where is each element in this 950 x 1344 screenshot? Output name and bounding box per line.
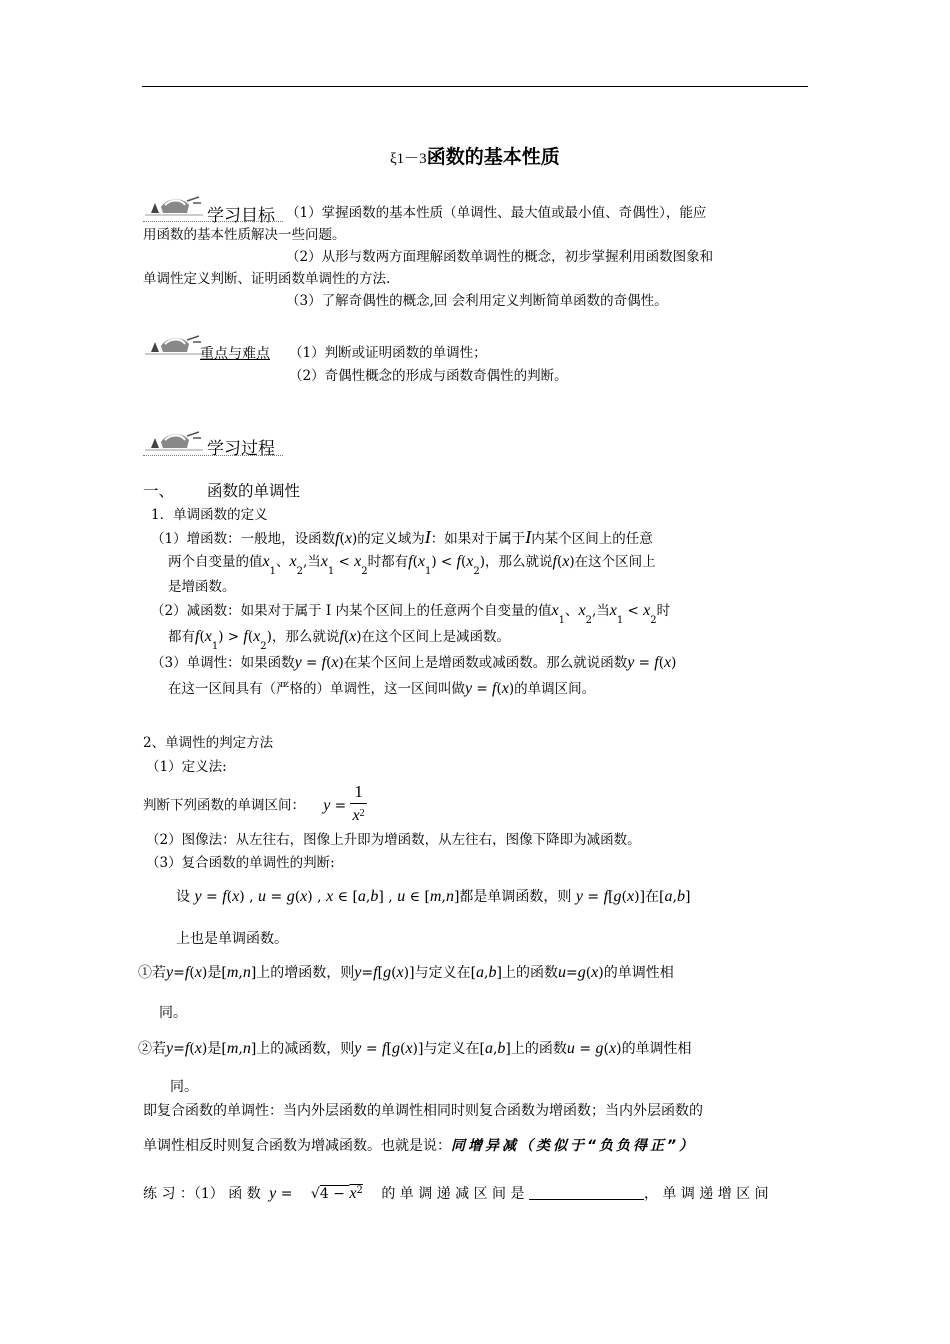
goals-item1-a: （1）掌握函数的基本性质（单调性、最大值或最小值、奇偶性），能应 bbox=[286, 205, 707, 221]
title-prefix: ξ1－3 bbox=[390, 151, 427, 167]
method1: （1）定义法: bbox=[146, 759, 227, 775]
inc-b5: ，那么就说 bbox=[485, 554, 553, 570]
practice-a: 练 习 ：（1） 函 数 bbox=[143, 1186, 261, 1202]
inc-a4: 内某个区间上的任意 bbox=[531, 531, 653, 547]
key-points-item1: （1）判断或证明函数的单调性； bbox=[289, 345, 487, 361]
r2-a6: 的单调性相 bbox=[621, 1041, 692, 1057]
r2-a5: 上的函数 bbox=[510, 1041, 567, 1057]
inc-a3: ：如果对于属于 bbox=[430, 531, 526, 547]
composite-line-b: 上也是单调函数。 bbox=[176, 931, 288, 947]
dec-b2: ，那么就说 bbox=[271, 629, 340, 645]
mono-line-a: （3）单调性：如果函数y = f(x)在某个区间上是增函数或减函数。那么就说函数y = f(x) bbox=[151, 654, 677, 671]
dec-b1: 都有 bbox=[168, 629, 195, 645]
comp-a1: 设 bbox=[176, 889, 190, 905]
mono-a1: （3）单调性：如果函数 bbox=[151, 655, 295, 671]
part1-sub1: 1．单调函数的定义 bbox=[151, 507, 268, 523]
inc-line-b: 两个自变量的值$x_1$、$x_2$,当$x_1 < x_2$时都有$f(x_1) < f(x_2)$，那么就说f(x)在这个区间上 bbox=[168, 553, 656, 577]
m1-q: 判断下列函数的单调区间： bbox=[143, 797, 305, 814]
method3: （3）复合函数的单调性的判断: bbox=[146, 855, 335, 871]
inc-b3: ,当 bbox=[302, 554, 321, 570]
practice-b: 的 单 调 递 减 区 间 是 bbox=[381, 1186, 525, 1202]
inc-a2: 的定义域为 bbox=[357, 531, 425, 547]
inc-line-a: （1）增函数：一般地，设函数f(x)的定义域为I：如果对于属于I内某个区间上的任意 bbox=[151, 527, 653, 547]
practice-line: 练 习 ：（1） 函 数 $y = √4 - x^2$ 的 单 调 递 减 区 间 是 ， 单 调 递 增 区 间 bbox=[143, 1185, 769, 1202]
dec-a4: 时 bbox=[656, 603, 671, 619]
dec-line-a: （2）减函数：如果对于属于 I 内某个区间上的任意两个自变量的值$x_1$、$x_2$,当$x_1 < x_2$时 bbox=[151, 602, 671, 626]
r1-a4: 与定义在 bbox=[414, 965, 471, 981]
r1-a6: 的单调性相 bbox=[603, 965, 674, 981]
part1-title: 函数的单调性 bbox=[206, 482, 300, 500]
process-heading: 学习过程 bbox=[207, 439, 275, 459]
mono-line-b: 在这一区间具有（严格的）单调性，这一区间叫做y = f(x)的单调区间。 bbox=[168, 680, 596, 697]
title-text: 函数的基本性质 bbox=[426, 146, 560, 168]
rule2-line-a: ②若y=f(x)是[m,n]上的减函数，则y = f[g(x)]与定义在[a,b]上的函数u = g(x)的单调性相 bbox=[138, 1040, 692, 1057]
r1-a3: 上的增函数，则 bbox=[256, 965, 355, 981]
summary-line-a: 即复合函数的单调性：当内外层函数的单调性相同时则复合函数为增函数；当内外层函数的 bbox=[143, 1103, 703, 1119]
summary-emphasis: 同增异减（类似于“负负得正”） bbox=[451, 1138, 697, 1154]
goals-item1-b: 用函数的基本性质解决一些问题。 bbox=[143, 227, 346, 243]
inc-b2: 、 bbox=[275, 554, 290, 570]
rule1-line-b: 同。 bbox=[159, 1005, 187, 1021]
summary-line-b bbox=[143, 1135, 696, 1157]
method2: （2）图像法：从左往右，图像上升即为增函数，从左往右，图像下降即为减函数。 bbox=[146, 832, 641, 848]
rule1-line-a: ①若y=f(x)是[m,n]上的增函数，则y=f[g(x)]与定义在[a,b]上的函数u=g(x)的单调性相 bbox=[138, 964, 674, 981]
method1-question: 判断下列函数的单调区间： y = $\frac{1}{x^2}$ bbox=[143, 781, 367, 830]
goals-underline bbox=[143, 217, 283, 222]
fraction: $\frac{1}{x^2}$ bbox=[350, 781, 367, 830]
mono-a2: 在某个区间上是增函数或减函数。那么就说函数 bbox=[343, 655, 628, 671]
inc-a1: （1）增函数：一般地，设函数 bbox=[151, 531, 336, 547]
r2-a3: 上的减函数，则 bbox=[256, 1041, 355, 1057]
dec-line-b: 都有$f(x_1) > f(x_2)$，那么就说f(x)在这个区间上是减函数。 bbox=[168, 628, 511, 652]
dec-a2: 、 bbox=[565, 603, 579, 619]
goals-heading: 学习目标 bbox=[207, 206, 275, 226]
inc-b4: 时都有 bbox=[367, 554, 409, 570]
process-underline bbox=[143, 451, 283, 456]
composite-line-a: 设 y = f(x) , u = g(x) , x ∈ [a,b] , u ∈ [m,n]都是单调函数，则 y = f[g(x)]在[a,b] bbox=[176, 888, 691, 905]
r1-a5: 上的函数 bbox=[501, 965, 558, 981]
part1-heading bbox=[143, 479, 300, 501]
part1-num: 一、 bbox=[143, 482, 175, 500]
rule2-line-b: 同。 bbox=[170, 1079, 198, 1095]
header-rule bbox=[142, 86, 808, 87]
inc-line-c: 是增函数。 bbox=[168, 579, 236, 595]
dec-a3: ,当 bbox=[591, 603, 610, 619]
inc-b1: 两个自变量的值 bbox=[168, 554, 263, 570]
book-icon bbox=[143, 332, 205, 358]
page-title bbox=[390, 142, 560, 169]
key-points-heading: 重点与难点 bbox=[200, 346, 270, 362]
r2-a4: 与定义在 bbox=[423, 1041, 480, 1057]
practice-c: ， 单 调 递 增 区 间 bbox=[643, 1186, 769, 1202]
r2-a1: ②若 bbox=[138, 1041, 166, 1057]
key-points-item2: （2）奇偶性概念的形成与函数奇偶性的判断。 bbox=[289, 368, 568, 384]
comp-a3: 在 bbox=[645, 889, 660, 905]
comp-a2: 都是单调函数，则 bbox=[459, 889, 572, 905]
goals-item2-b: 单调性定义判断、证明函数单调性的方法. bbox=[143, 271, 391, 287]
dec-b3: 在这个区间上是减函数。 bbox=[361, 629, 511, 645]
mono-b2: 的单调区间。 bbox=[514, 681, 596, 697]
mono-b1: 在这一区间具有（严格的）单调性，这一区间叫做 bbox=[168, 681, 465, 697]
r1-a2: 是 bbox=[207, 965, 222, 981]
inc-b6: 在这个区间上 bbox=[574, 554, 656, 570]
goals-item3: （3）了解奇偶性的概念,回 会利用定义判断简单函数的奇偶性。 bbox=[286, 293, 668, 309]
r2-a2: 是 bbox=[207, 1041, 222, 1057]
summary-b: 单调性相反时则复合函数为增减函数。也就是说： bbox=[143, 1138, 451, 1154]
part2-heading: 2、单调性的判定方法 bbox=[143, 735, 274, 751]
goals-item2-a: （2）从形与数两方面理解函数单调性的概念，初步掌握利用函数图象和 bbox=[286, 249, 714, 265]
answer-blank[interactable] bbox=[529, 1185, 644, 1200]
book-icon bbox=[143, 193, 205, 219]
dec-a1: （2）减函数：如果对于属于 I 内某个区间上的任意两个自变量的值 bbox=[151, 603, 552, 619]
r1-a1: ①若 bbox=[138, 965, 166, 981]
